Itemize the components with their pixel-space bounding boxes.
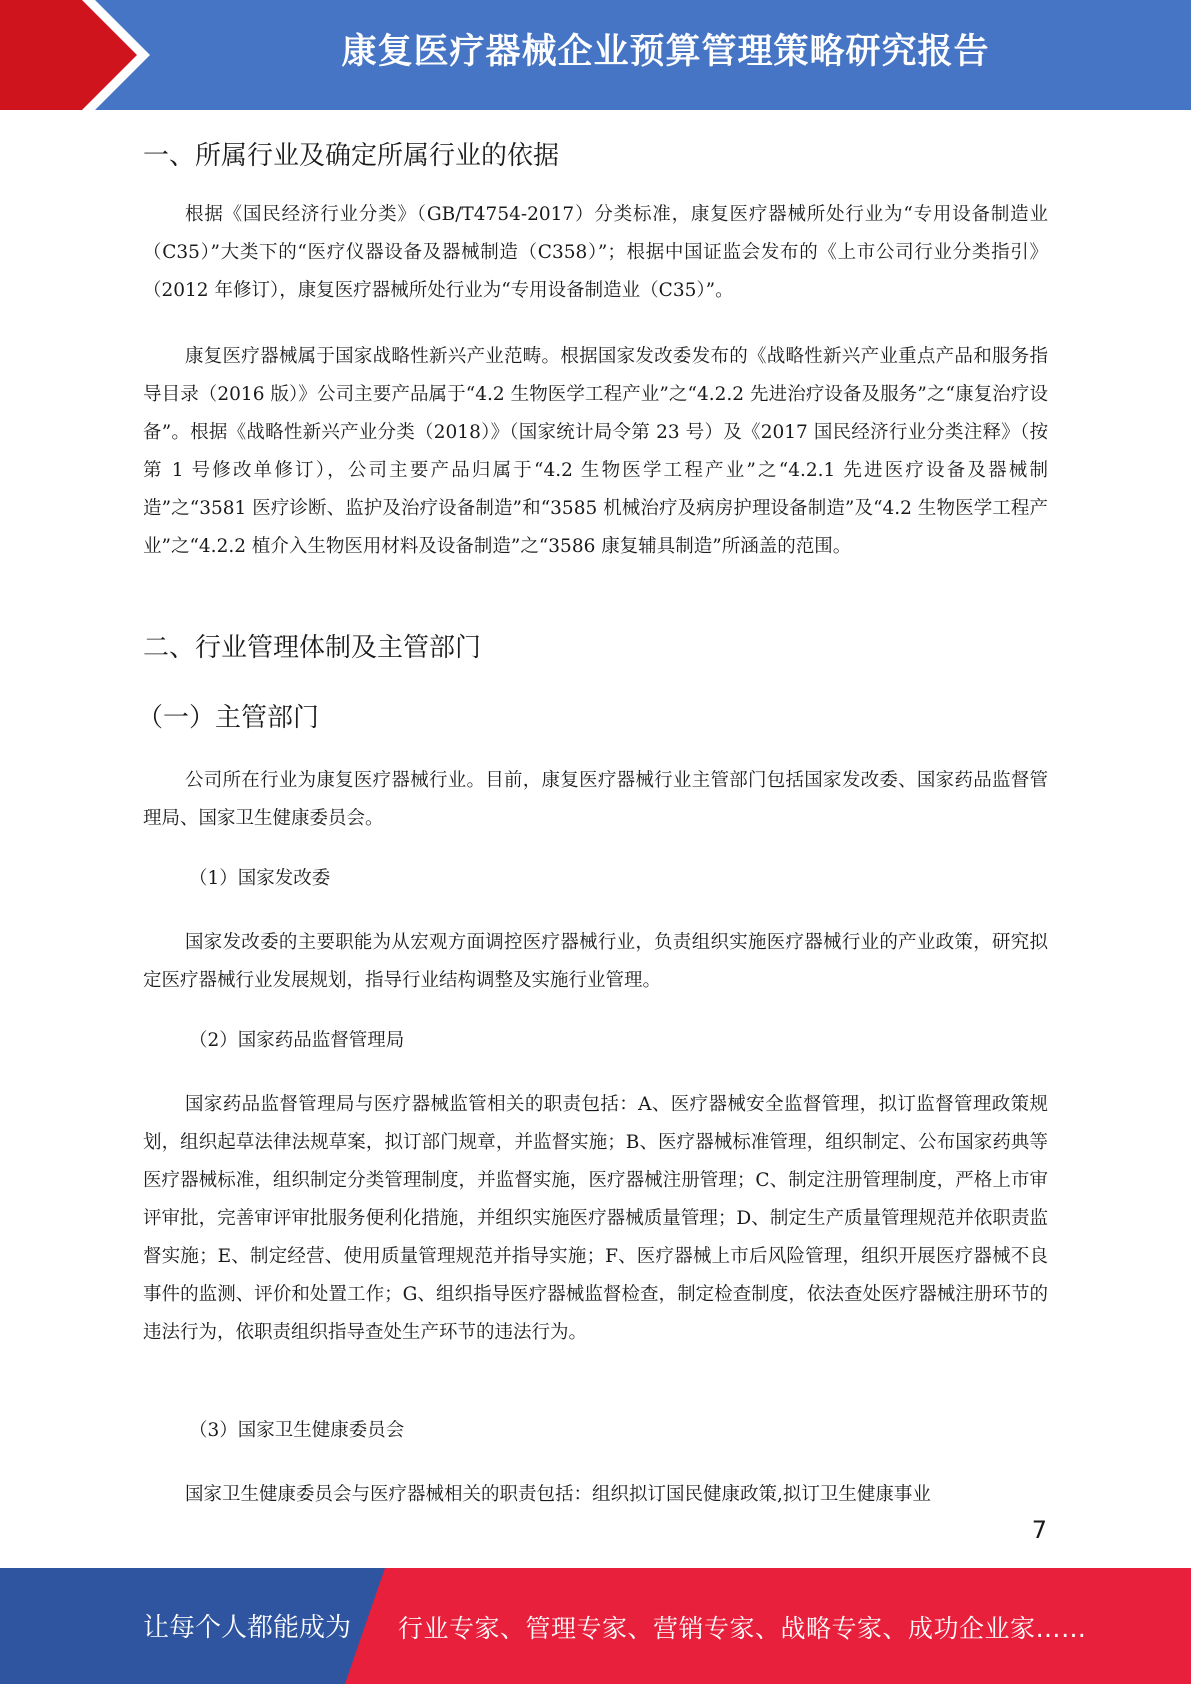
item-2-paragraph: 国家药品监督管理局与医疗器械监管相关的职责包括：A、医疗器械安全监督管理，拟订监督管理政策规划，组织起草法律法规草案，拟订部门规章，并监督实施；B、医疗器械标准管理，组织制定、公布国家药典等医疗器械标准，组织制定分类管理制度，并监督实施，医疗器械注册管理；C、制定注册管理制度，严格上市审评审批，完善审评审批服务便利化措施，并组织实施医疗器械质量管理；D、制定生产质量管理规范并依职责监督实施；E、制定经营、使用质量管理规范并指导实施；F、医疗器械上市后风险管理，组织开展医疗器械不良事件的监测、评价和处置工作；G、组织指导医疗器械监督检查，制定检查制度，依法查处医疗器械注册环节的违法行为，依职责组织指导查处生产环节的违法行为。 [143, 1094, 1048, 1343]
report-title: 康复医疗器械企业预算管理策略研究报告 [341, 32, 990, 72]
footer-banner [0, 1568, 1191, 1684]
item-1-heading: （1）国家发改委 [189, 868, 331, 889]
section-1-heading: 一、所属行业及确定所属行业的依据 [143, 141, 560, 171]
section-2-heading: 二、行业管理体制及主管部门 [143, 633, 482, 663]
page-number: 7 [1031, 1516, 1047, 1544]
subsection-heading: （一）主管部门 [137, 703, 320, 733]
header-banner [0, 0, 1191, 110]
footer-slogan-left: 让每个人都能成为 [143, 1613, 352, 1643]
section-1-paragraph-2: 康复医疗器械属于国家战略性新兴产业范畴。根据国家发改委发布的《战略性新兴产业重点产品和服务指导目录（2016 版）》公司主要产品属于“4.2 生物医学工程产业”之“4.2.2 先进治疗设备及服务”之“康复治疗设备”。根据《战略性新兴产业分类（2018）》（国家统计局令第 23 号）及《2017 国民经济行业分类注释》（按第 1 号修改单修订），公司主要产品归属于“4.2 生物医学工程产业”之“4.2.1 先进医疗设备及器械制造”之“3581 医疗诊断、监护及治疗设备制造”和“3585 机械治疗及病房护理设备制造”及“4.2 生物医学工程产业”之“4.2.2 植介入生物医用材料及设备制造”之“3586 康复辅具制造”所涵盖的范围。 [143, 346, 1048, 557]
footer-slogan-right: 行业专家、管理专家、营销专家、战略专家、成功企业家…… [398, 1614, 1087, 1643]
item-3-heading: （3）国家卫生健康委员会 [189, 1420, 405, 1441]
section-2-paragraph-1: 公司所在行业为康复医疗器械行业。目前，康复医疗器械行业主管部门包括国家发改委、国家药品监督管理局、国家卫生健康委员会。 [143, 770, 1048, 829]
item-3-paragraph: 国家卫生健康委员会与医疗器械相关的职责包括：组织拟订国民健康政策,拟订卫生健康事业 [185, 1484, 931, 1505]
section-1-paragraph-1: 根据《国民经济行业分类》（GB/T4754-2017）分类标准，康复医疗器械所处行业为“专用设备制造业（C35）”大类下的“医疗仪器设备及器械制造（C358）”；根据中国证监会发布的《上市公司行业分类指引》（2012 年修订），康复医疗器械所处行业为“专用设备制造业（C35）”。 [143, 204, 1048, 301]
item-2-heading: （2）国家药品监督管理局 [189, 1030, 405, 1051]
item-1-paragraph: 国家发改委的主要职能为从宏观方面调控医疗器械行业，负责组织实施医疗器械行业的产业政策，研究拟定医疗器械行业发展规划，指导行业结构调整及实施行业管理。 [143, 932, 1048, 991]
